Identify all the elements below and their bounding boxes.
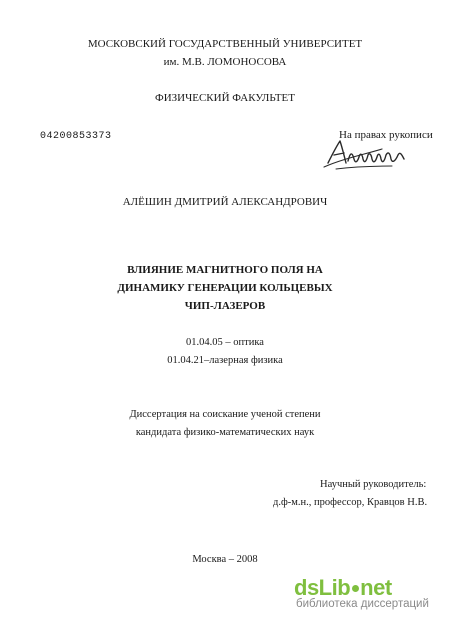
handwritten-signature — [322, 133, 414, 177]
watermark-subtitle: библиотека диссертаций — [296, 598, 429, 610]
author-name: АЛЁШИН ДМИТРИЙ АЛЕКСАНДРОВИЧ — [122, 196, 328, 208]
logo-right-text: net — [360, 575, 392, 600]
specialty-2: 01.04.21–лазерная физика — [167, 355, 283, 366]
university-name: МОСКОВСКИЙ ГОСУДАРСТВЕННЫЙ УНИВЕРСИТЕТ — [87, 38, 363, 50]
university-named-after: им. М.В. ЛОМОНОСОВА — [163, 56, 287, 68]
place-year: Москва – 2008 — [192, 554, 258, 565]
logo-left-text: dsLib — [294, 575, 351, 600]
catalog-number: 04200853373 — [40, 131, 112, 142]
degree-line-2: кандидата физико-математических наук — [135, 427, 315, 438]
faculty-name: ФИЗИЧЕСКИЙ ФАКУЛЬТЕТ — [155, 92, 295, 104]
dslib-watermark — [294, 575, 446, 615]
specialty-1: 01.04.05 – оптика — [186, 337, 264, 348]
supervisor-name: д.ф-м.н., профессор, Кравцов Н.В. — [273, 497, 428, 508]
degree-line-1: Диссертация на соискание ученой степени — [129, 409, 321, 420]
manuscript-rights: На правах рукописи — [339, 129, 433, 141]
title-line-2: ДИНАМИКУ ГЕНЕРАЦИИ КОЛЬЦЕВЫХ — [117, 282, 333, 294]
title-line-3: ЧИП-ЛАЗЕРОВ — [184, 300, 266, 312]
logo-dot-icon — [352, 585, 359, 592]
supervisor-label: Научный руководитель: — [320, 479, 427, 490]
title-line-1: ВЛИЯНИЕ МАГНИТНОГО ПОЛЯ НА — [127, 264, 323, 276]
